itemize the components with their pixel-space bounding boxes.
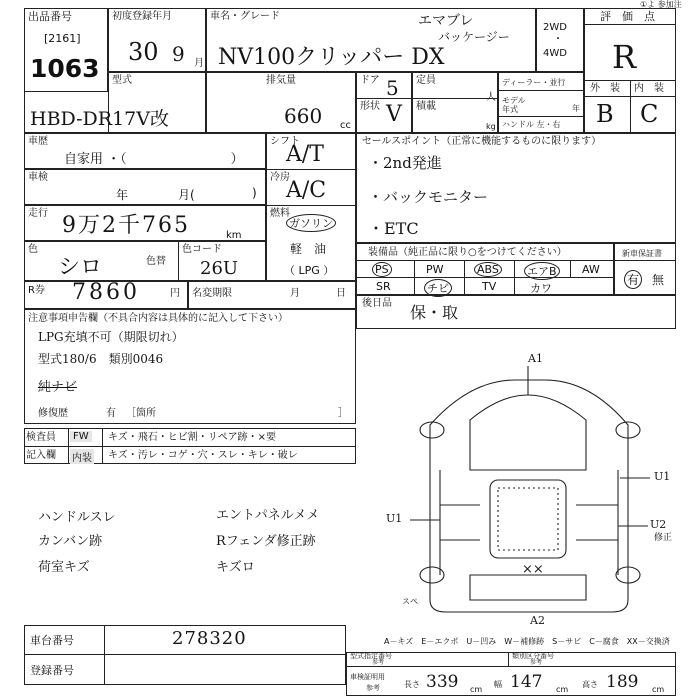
reg-month: 9 — [172, 42, 185, 66]
equip-navi: チビ — [424, 279, 452, 297]
model-year-unit: 年 — [572, 104, 580, 113]
equip-aw: AW — [582, 263, 600, 276]
car-label: 車名・グレード — [210, 11, 280, 22]
mileage-unit: km — [226, 230, 242, 241]
model-value: HBD-DR17V改 — [30, 108, 169, 130]
chassis-label: 車台番号 — [30, 634, 74, 647]
fuel-label: 燃料 — [270, 208, 290, 219]
diagram-u2: U2 — [650, 518, 667, 531]
repair-close: ］ — [338, 408, 348, 419]
notes-line-1: LPG充填不可（期限切れ） — [38, 330, 184, 344]
fuel-lpg: （ LPG ） — [284, 264, 335, 277]
exterior-label: 外 装 — [590, 83, 620, 94]
inspector-label: 検査員 — [26, 432, 56, 443]
warranty-book-has: 有 — [624, 270, 642, 289]
recycle-label: R券 — [28, 285, 45, 296]
class-sub: 参考 — [530, 659, 543, 666]
diagram-u1-left: U1 — [386, 512, 403, 525]
load-unit: kg — [486, 122, 496, 131]
reg-label: 初度登録年月 — [112, 11, 172, 22]
capacity-label: 定員 — [416, 75, 436, 86]
fuel-gas: ガソリン — [286, 214, 336, 232]
recycle-value: 7860 — [72, 280, 140, 305]
repair-label: 修復歴 — [38, 408, 68, 419]
inspection-close: ) — [252, 186, 257, 200]
sales-item-1: ・2nd発進 — [368, 154, 442, 172]
height-label: 高さ — [582, 680, 598, 689]
color-label: 色 — [28, 244, 38, 255]
warranty-day: 日 — [336, 288, 346, 299]
displacement-value: 660 — [284, 104, 323, 128]
equip-sr: SR — [376, 280, 391, 293]
equip-tv: TV — [482, 280, 497, 293]
warranty-label: 名変期限 — [192, 288, 232, 299]
displacement-label: 排気量 — [266, 75, 296, 86]
inspection-year: 年 — [116, 188, 129, 202]
legend: A－キズ E－エクボ U－凹み W－補修跡 S－サビ C－腐食 XX－交換済 — [384, 637, 670, 646]
color-code-value: 26U — [200, 258, 239, 279]
drive-2wd: 2WD — [543, 22, 567, 33]
ac-label: 冷房 — [270, 172, 290, 183]
top-right-note: ①よ 参加注 — [640, 0, 682, 9]
lot-number: 1063 — [30, 54, 100, 83]
inspector-fw: FW — [70, 431, 92, 442]
width-value: 147 — [510, 672, 543, 692]
width-label: 幅 — [494, 680, 502, 689]
shape-label: 形状 — [360, 101, 380, 112]
warranty-book-none: 無 — [652, 273, 665, 287]
inspector-row-2: キズ・汚レ・コゲ・穴・スレ・キレ・破レ — [108, 450, 298, 461]
reg-no-label: 登録番号 — [30, 664, 74, 677]
load-label: 積載 — [416, 101, 436, 112]
diagram-spare: スペ — [402, 597, 418, 606]
notes-line-3: 純ナビ — [38, 380, 78, 395]
cert-sub: 参考 — [366, 684, 380, 692]
remark-left-3: 荷室キズ — [38, 560, 90, 575]
shift-label: シフト — [270, 136, 300, 147]
diagram-a1: A1 — [528, 352, 543, 365]
handle-label: ハンドル 左・右 — [502, 120, 561, 129]
sales-label: セールスポイント（正常に機能するものに限ります） — [362, 136, 602, 147]
later-value: 保・取 — [410, 303, 459, 322]
car-name: NV100クリッパー DX — [218, 45, 445, 70]
class-label: 類別区分番号 — [512, 652, 554, 660]
lot-label: 出品番号 — [28, 10, 72, 23]
interior-value: C — [640, 100, 659, 128]
remark-left-1: ハンドルスレ — [38, 510, 116, 525]
diagram-xx: ×× — [522, 562, 544, 577]
color-swap-label: 色替 — [146, 256, 166, 267]
drive-4wd: 4WD — [543, 48, 567, 59]
length-value: 339 — [426, 672, 459, 692]
chassis-value: 278320 — [172, 628, 247, 649]
shift-value: A/T — [286, 142, 324, 167]
grade-value: R — [612, 38, 637, 76]
inspection-label: 車検 — [28, 172, 48, 183]
sales-item-2: ・バックモニター — [368, 188, 489, 206]
ac-value: A/C — [286, 178, 327, 203]
type-sub: 参考 — [372, 659, 385, 666]
displacement-unit: cc — [340, 120, 351, 131]
color-code-label: 色コード — [182, 244, 222, 255]
equip-abs: ABS — [474, 262, 502, 277]
inspection-month: 月( — [178, 188, 195, 202]
car-extra2: バッケージー — [438, 30, 510, 44]
usage-value: 自家用 ・（ ） — [64, 152, 244, 167]
notes-line-2: 型式180/6 類別0046 — [38, 352, 164, 366]
grade-label: 評 価 点 — [600, 10, 655, 23]
model-year-label: モデル 年式 — [502, 96, 526, 114]
mileage-value: 9万2千765 — [62, 213, 190, 238]
reg-year: 30 — [128, 38, 159, 66]
diagram-u2-note: 修正 — [654, 533, 673, 543]
lot-sub: [2161] — [44, 32, 81, 45]
recycle-unit: 円 — [170, 288, 180, 299]
warranty-month: 月 — [290, 288, 300, 299]
equipment-label: 装備品（純正品に限り○をつけてください） — [368, 247, 567, 258]
height-value: 189 — [606, 672, 639, 692]
repair-place: ［箇所 — [126, 408, 156, 419]
remark-left-2: カンバン跡 — [38, 534, 103, 549]
length-unit: cm — [470, 685, 483, 694]
diagram-a2: A2 — [530, 614, 545, 627]
notes-label: 注意事項申告欄（不具合内容は具体的に記入して下さい） — [28, 313, 288, 324]
usage-label: 車歴 — [28, 136, 48, 147]
dealer-label: ディーラー・並行 — [502, 78, 566, 87]
height-unit: cm — [652, 685, 665, 694]
mileage-label: 走行 — [28, 208, 48, 219]
shape-value: V — [386, 102, 402, 127]
diagram-u1-right: U1 — [654, 470, 671, 483]
door-label: ドア — [360, 75, 380, 86]
door-value: 5 — [386, 76, 399, 100]
reg-month-unit: 月 — [194, 58, 204, 69]
warranty-book-label: 新車保証書 — [622, 249, 662, 258]
car-extra1: エマブレ — [418, 13, 474, 29]
equip-pw: PW — [426, 263, 444, 276]
remark-right-3: キズロ — [216, 560, 255, 575]
color-value: シロ — [58, 255, 103, 280]
later-label: 後日品 — [362, 298, 392, 309]
exterior-value: B — [596, 100, 614, 128]
type-label: 型式指定番号 — [350, 652, 392, 660]
model-label: 型式 — [112, 75, 132, 86]
fuel-diesel: 軽 油 — [290, 242, 327, 256]
sales-item-3: ・ETC — [368, 219, 419, 238]
remark-right-2: Rフェンダ修正跡 — [216, 534, 316, 549]
recorder-label: 記入欄 — [26, 450, 56, 461]
inspector-row-1: キズ・飛石・ヒビ割・リペア跡・×要 — [108, 432, 276, 443]
interior-label: 内 装 — [634, 83, 664, 94]
equip-ps: PS — [372, 262, 392, 277]
width-unit: cm — [556, 685, 569, 694]
equip-airbag: エアB — [524, 262, 560, 280]
drive-dot: ・ — [553, 34, 563, 45]
remark-right-1: エントパネルメメ — [216, 508, 320, 523]
capacity-unit: 人 — [486, 92, 496, 103]
cert-label: 車検証明用 — [350, 673, 385, 681]
equip-leather: カワ — [530, 282, 552, 295]
repair-value: 有 — [106, 408, 116, 419]
inspector-inner: 内装 — [70, 449, 94, 464]
length-label: 長さ — [404, 680, 420, 689]
